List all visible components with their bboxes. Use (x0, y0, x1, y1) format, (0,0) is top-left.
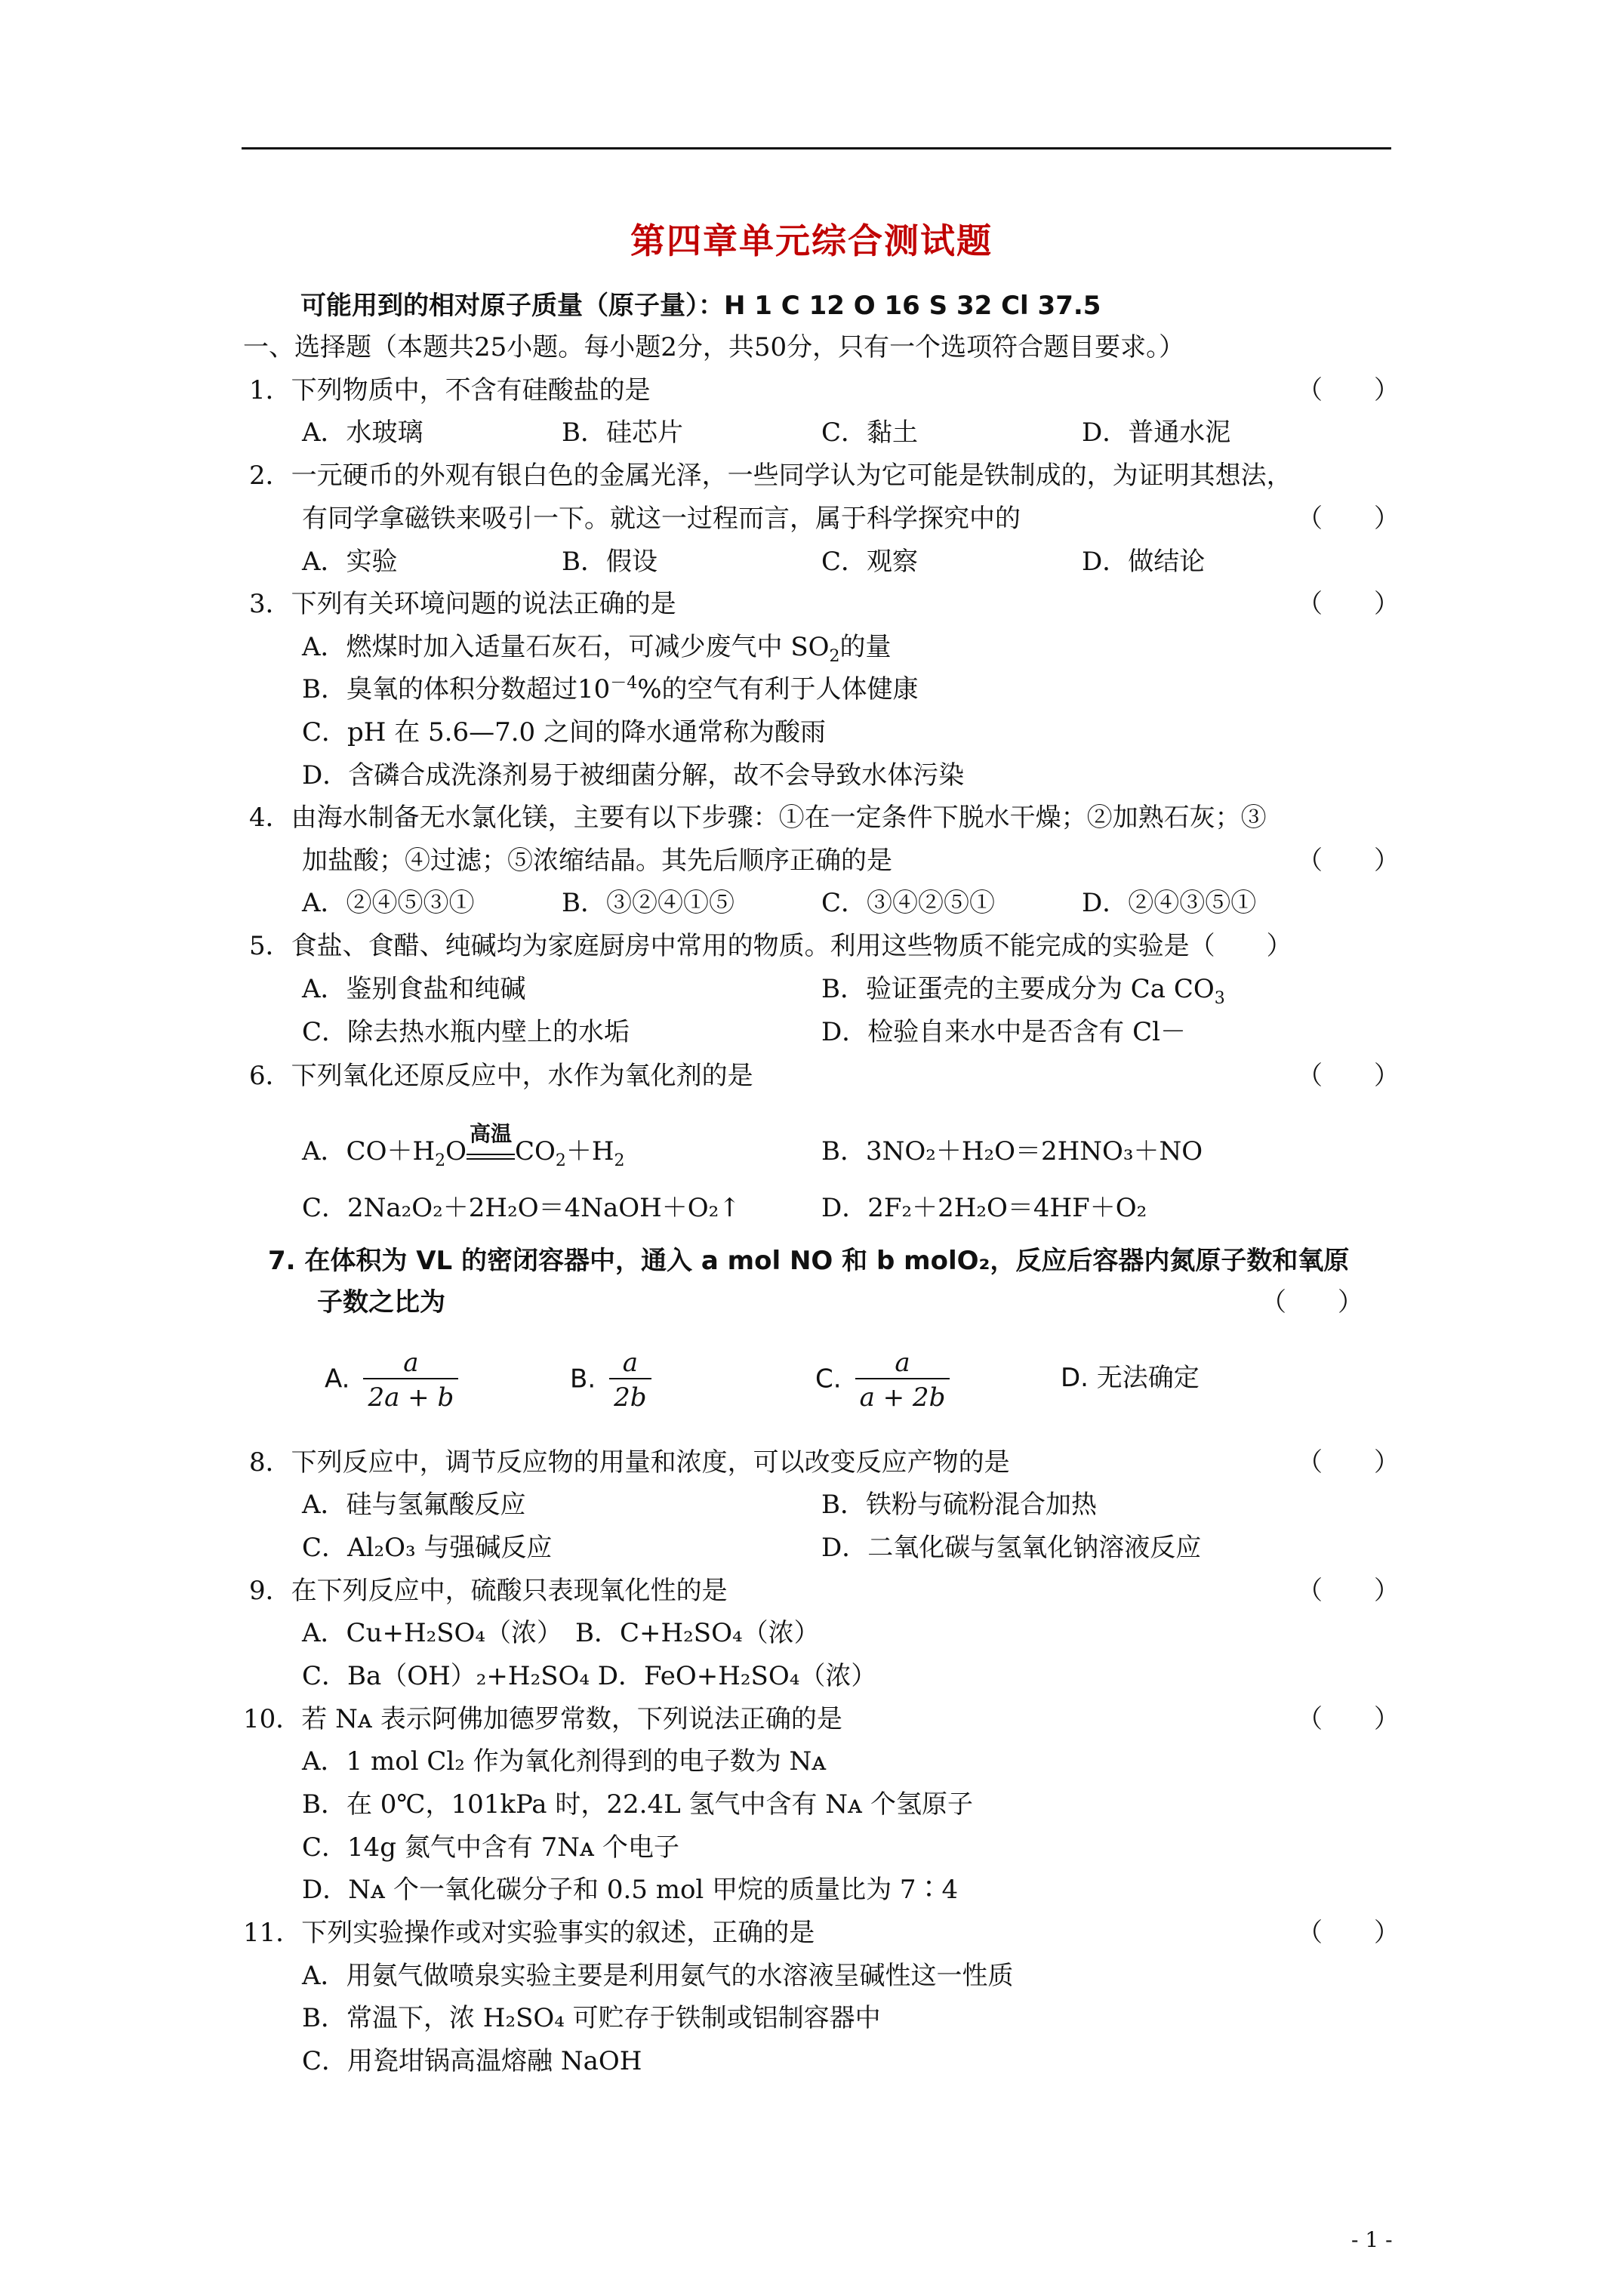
option-a: A. $\frac{a}{2a + b}$ (325, 1348, 458, 1413)
answer-bracket: （ ） (1297, 1704, 1400, 1734)
question-3-stem: 3．下列有关环境问题的说法正确的是 (249, 589, 676, 619)
option-a: A．$CO+H_2O$ 高温 $CO_2+H_2$ (302, 1121, 625, 1170)
page-title: 第四章单元综合测试题 (630, 220, 993, 261)
option-c: C．Al₂O₃ 与强碱反应 (302, 1533, 553, 1563)
option-a: A．燃煤时加入适量石灰石，可减少废气中 $SO_2$的量 (302, 632, 892, 666)
option-b: B．铁粉与硫粉混合加热 (821, 1490, 1097, 1520)
answer-bracket: （ ） (1297, 504, 1400, 534)
answer-bracket: （ ） (1297, 375, 1400, 405)
option-c: C．③④②⑤① (821, 888, 996, 918)
atomic-mass-line: 可能用到的相对原子质量（原子量）：H 1 C 12 O 16 S 32 Cl 37.5 (300, 291, 1101, 321)
answer-bracket: （ ） (1297, 589, 1400, 619)
option-b: B. $\frac{a}{2b}$ (570, 1348, 651, 1413)
fraction: $\frac{a}{a + 2b}$ (855, 1348, 950, 1413)
question-1-stem: 1．下列物质中，不含有硅酸盐的是 (249, 375, 651, 405)
option-d: D．含磷合成洗涤剂易于被细菌分解，故不会导致水体污染 (302, 760, 965, 791)
option-b: B．臭氧的体积分数超过$10^{-4}\%$的空气有利于人体健康 (302, 673, 919, 704)
question-4-stem-cont: 加盐酸；④过滤；⑤浓缩结晶。其先后顺序正确的是 (302, 846, 892, 876)
question-6-stem: 6．下列氧化还原反应中，水作为氧化剂的是 (249, 1061, 753, 1091)
answer-bracket: （ ） (1297, 1061, 1400, 1091)
option-d: D．2F₂＋2H₂O＝4HF＋O₂ (821, 1193, 1147, 1223)
option-c: C．观察 (821, 547, 919, 577)
option-d: D．Nᴀ 个一氧化碳分子和 0.5 mol 甲烷的质量比为 7∶4 (302, 1875, 959, 1905)
option-a: A．水玻璃 (302, 418, 423, 448)
option-c: C．2Na₂O₂＋2H₂O＝4NaOH＋O₂↑ (302, 1193, 741, 1223)
question-11-stem: 11．下列实验操作或对实验事实的叙述，正确的是 (243, 1918, 815, 1948)
option-a: A．②④⑤③① (302, 888, 475, 918)
option-b: B．3NO₂＋H₂O＝2HNO₃＋NO (821, 1136, 1203, 1166)
option-d: D．检验自来水中是否含有 Cl－ (821, 1017, 1186, 1047)
option-b: B．验证蛋壳的主要成分为 Ca $CO_3$ (821, 974, 1225, 1008)
option-d: D．做结论 (1082, 547, 1206, 577)
answer-bracket: （ ） (1297, 1918, 1400, 1948)
option-a: A．1 mol Cl₂ 作为氧化剂得到的电子数为 Nᴀ (302, 1746, 827, 1777)
option-a: A．实验 (302, 547, 398, 577)
question-2-stem: 2．一元硬币的外观有银白色的金属光泽，一些同学认为它可能是铁制成的，为证明其想法， (249, 461, 1292, 491)
answer-bracket: （ ） (1297, 1447, 1400, 1478)
question-2-stem-cont: 有同学拿磁铁来吸引一下。就这一过程而言，属于科学探究中的 (302, 504, 1021, 534)
options-c-d: C．Ba（OH）₂+H₂SO₄ D．FeO+H₂SO₄（浓） (302, 1661, 877, 1691)
question-7-stem: 7. 在体积为 VL 的密闭容器中，通入 a mol NO 和 b molO₂，反应后容器内氮原子数和氧原 (268, 1246, 1350, 1276)
option-a: A．硅与氢氟酸反应 (302, 1490, 526, 1520)
reaction-condition: 高温 (467, 1140, 515, 1160)
question-9-stem: 9．在下列反应中，硫酸只表现氧化性的是 (249, 1576, 728, 1606)
option-d: D．普通水泥 (1082, 418, 1231, 448)
option-d: D. 无法确定 (1061, 1363, 1200, 1393)
option-c: C．14g 氮气中含有 7Nᴀ 个电子 (302, 1832, 680, 1863)
option-a: A．用氨气做喷泉实验主要是利用氨气的水溶液呈碱性这一性质 (302, 1961, 1014, 1991)
header-rule (242, 147, 1391, 149)
option-d: D．②④③⑤① (1082, 888, 1257, 918)
question-8-stem: 8．下列反应中，调节反应物的用量和浓度，可以改变反应产物的是 (249, 1447, 1010, 1478)
option-c: C．除去热水瓶内壁上的水垢 (302, 1017, 630, 1047)
option-b: B．在 0℃，101kPa 时，22.4L 氢气中含有 Nᴀ 个氢原子 (302, 1789, 974, 1820)
answer-bracket: （ ） (1297, 1576, 1400, 1606)
option-c: C. $\frac{a}{a + 2b}$ (815, 1348, 950, 1413)
option-c: C．pH 在 5.6—7.0 之间的降水通常称为酸雨 (302, 717, 826, 747)
option-b: B．假设 (562, 547, 658, 577)
page-number: - 1 - (1351, 2227, 1393, 2252)
fraction: $\frac{a}{2b}$ (609, 1348, 651, 1413)
fraction: $\frac{a}{2a + b}$ (363, 1348, 458, 1413)
option-b: B．③②④①⑤ (562, 888, 735, 918)
option-c: C．用瓷坩锅高温熔融 NaOH (302, 2046, 642, 2076)
section-heading: 一、选择题（本题共25小题。每小题2分，共50分，只有一个选项符合题目要求。） (243, 332, 1185, 362)
question-10-stem: 10．若 Nᴀ 表示阿佛加德罗常数，下列说法正确的是 (243, 1704, 842, 1734)
answer-bracket: （ ） (1297, 846, 1400, 876)
question-4-stem: 4．由海水制备无水氯化镁，主要有以下步骤：①在一定条件下脱水干燥；②加熟石灰；③ (249, 803, 1267, 833)
option-d: D．二氧化碳与氢氧化钠溶液反应 (821, 1533, 1202, 1563)
answer-bracket: （ ） (1261, 1287, 1363, 1318)
options-a-b: A．Cu+H₂SO₄（浓） B．C+H₂SO₄（浓） (302, 1618, 820, 1648)
option-a: A．鉴别食盐和纯碱 (302, 974, 526, 1004)
option-b: B．硅芯片 (562, 418, 683, 448)
option-c: C．黏土 (821, 418, 919, 448)
question-7-stem-cont: 子数之比为 (317, 1287, 445, 1318)
option-b: B．常温下，浓 H₂SO₄ 可贮存于铁制或铝制容器中 (302, 2003, 881, 2033)
question-5-stem: 5．食盐、食醋、纯碱均为家庭厨房中常用的物质。利用这些物质不能完成的实验是（ ） (249, 931, 1292, 961)
